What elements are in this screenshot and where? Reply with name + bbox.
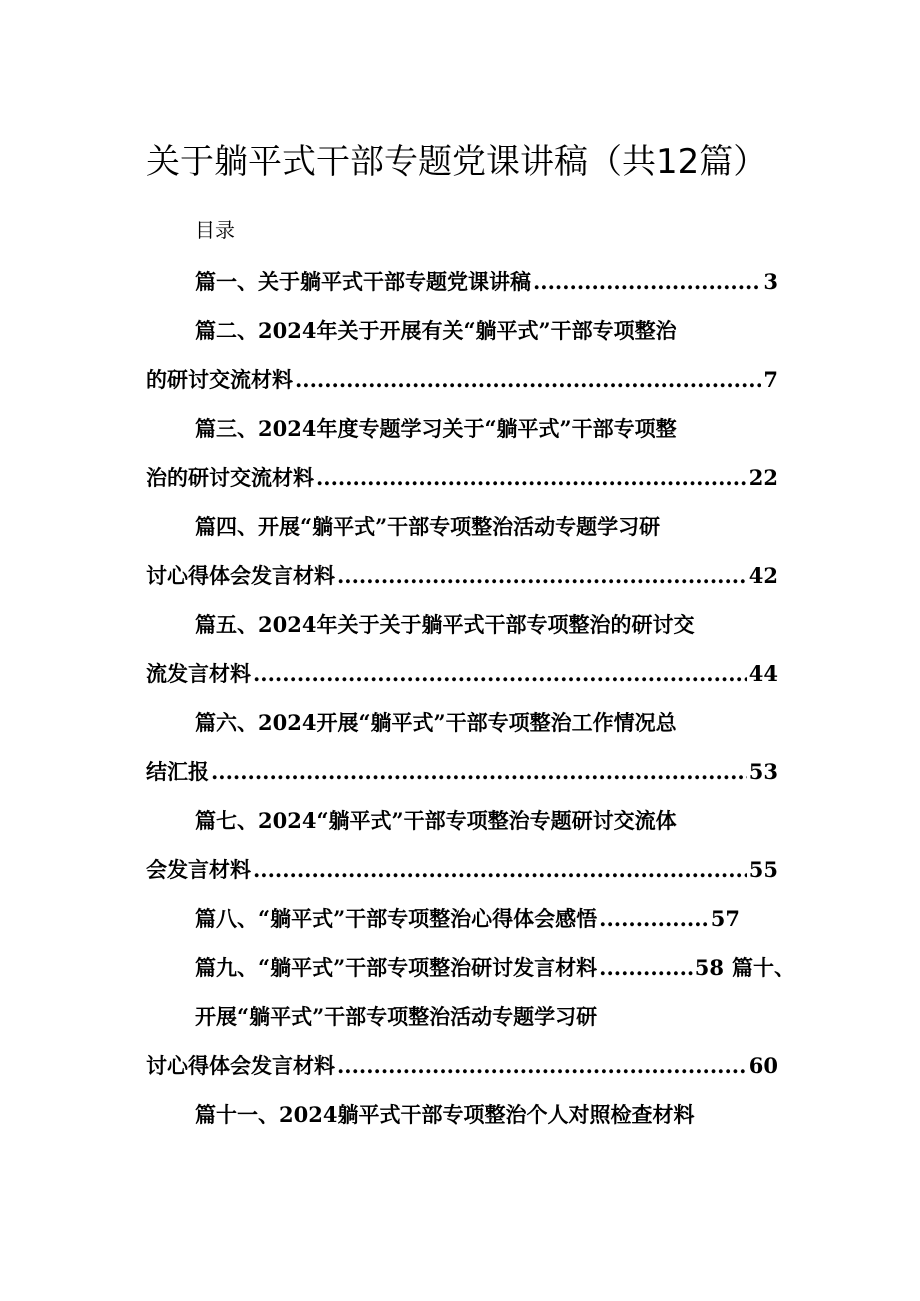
toc-leader-dots xyxy=(337,556,747,596)
toc-entry-6-line2[interactable] xyxy=(146,752,778,792)
toc-entry-11[interactable]: 篇十一、2024躺平式干部专项整治个人对照检查材料 xyxy=(195,1102,695,1127)
toc-page-number: 22 xyxy=(748,465,778,490)
toc-entry-10-prefix: 篇十、 xyxy=(732,955,795,980)
toc-leader-dots xyxy=(211,752,747,792)
toc-entry-8[interactable] xyxy=(195,899,740,939)
toc-entry-title: 篇一、关于躺平式干部专题党课讲稿 xyxy=(195,269,531,294)
toc-entry-2-line2[interactable] xyxy=(146,360,778,400)
toc-entry-10-line2[interactable] xyxy=(146,1046,778,1086)
toc-entry-title: 篇八、“躺平式”干部专项整治心得体会感悟 xyxy=(195,906,598,931)
toc-page-number: 60 xyxy=(748,1053,778,1078)
toc-leader-dots xyxy=(599,899,709,939)
toc-leader-dots xyxy=(533,262,761,302)
toc-page-number: 7 xyxy=(763,367,778,392)
toc-entry-title: 讨心得体会发言材料 xyxy=(146,563,335,588)
toc-entry-3-line2[interactable] xyxy=(146,458,778,498)
toc-entry-1[interactable] xyxy=(195,262,778,302)
toc-leader-dots xyxy=(599,948,693,988)
toc-page-number: 42 xyxy=(748,563,778,588)
toc-entry-2-line1[interactable]: 篇二、2024年关于开展有关“躺平式”干部专项整治 xyxy=(195,318,677,343)
toc-page-number: 44 xyxy=(748,661,778,686)
toc-leader-dots xyxy=(253,850,747,890)
toc-leader-dots xyxy=(337,1046,747,1086)
toc-leader-dots xyxy=(253,654,747,694)
toc-entry-10-line1[interactable]: 开展“躺平式”干部专项整治活动专题学习研 xyxy=(195,1004,598,1029)
toc-entry-title: 结汇报 xyxy=(146,759,209,784)
toc-page-number: 57 xyxy=(710,906,740,931)
toc-page-number: 55 xyxy=(748,857,778,882)
toc-entry-9[interactable] xyxy=(195,948,795,988)
toc-entry-title: 的研讨交流材料 xyxy=(146,367,293,392)
toc-entry-title: 讨心得体会发言材料 xyxy=(146,1053,335,1078)
toc-page-number: 3 xyxy=(763,269,778,294)
toc-entry-title: 会发言材料 xyxy=(146,857,251,882)
toc-entry-3-line1[interactable]: 篇三、2024年度专题学习关于“躺平式”干部专项整 xyxy=(195,416,677,441)
toc-leader-dots xyxy=(316,458,747,498)
toc-entry-title: 流发言材料 xyxy=(146,661,251,686)
document-title: 关于躺平式干部专题党课讲稿（共12篇） xyxy=(146,142,768,182)
toc-entry-5-line1[interactable]: 篇五、2024年关于关于躺平式干部专项整治的研讨交 xyxy=(195,612,695,637)
toc-entry-title: 篇九、“躺平式”干部专项整治研讨发言材料 xyxy=(195,955,598,980)
toc-heading: 目录 xyxy=(195,218,235,242)
toc-entry-6-line1[interactable]: 篇六、2024开展“躺平式”干部专项整治工作情况总 xyxy=(195,710,677,735)
toc-entry-7-line1[interactable]: 篇七、2024“躺平式”干部专项整治专题研讨交流体 xyxy=(195,808,677,833)
toc-entry-title: 治的研讨交流材料 xyxy=(146,465,314,490)
toc-entry-7-line2[interactable] xyxy=(146,850,778,890)
toc-entry-4-line2[interactable] xyxy=(146,556,778,596)
toc-page-number: 58 xyxy=(694,955,724,980)
toc-entry-4-line1[interactable]: 篇四、开展“躺平式”干部专项整治活动专题学习研 xyxy=(195,514,661,539)
toc-page-number: 53 xyxy=(748,759,778,784)
toc-entry-5-line2[interactable] xyxy=(146,654,778,694)
toc-leader-dots xyxy=(295,360,761,400)
